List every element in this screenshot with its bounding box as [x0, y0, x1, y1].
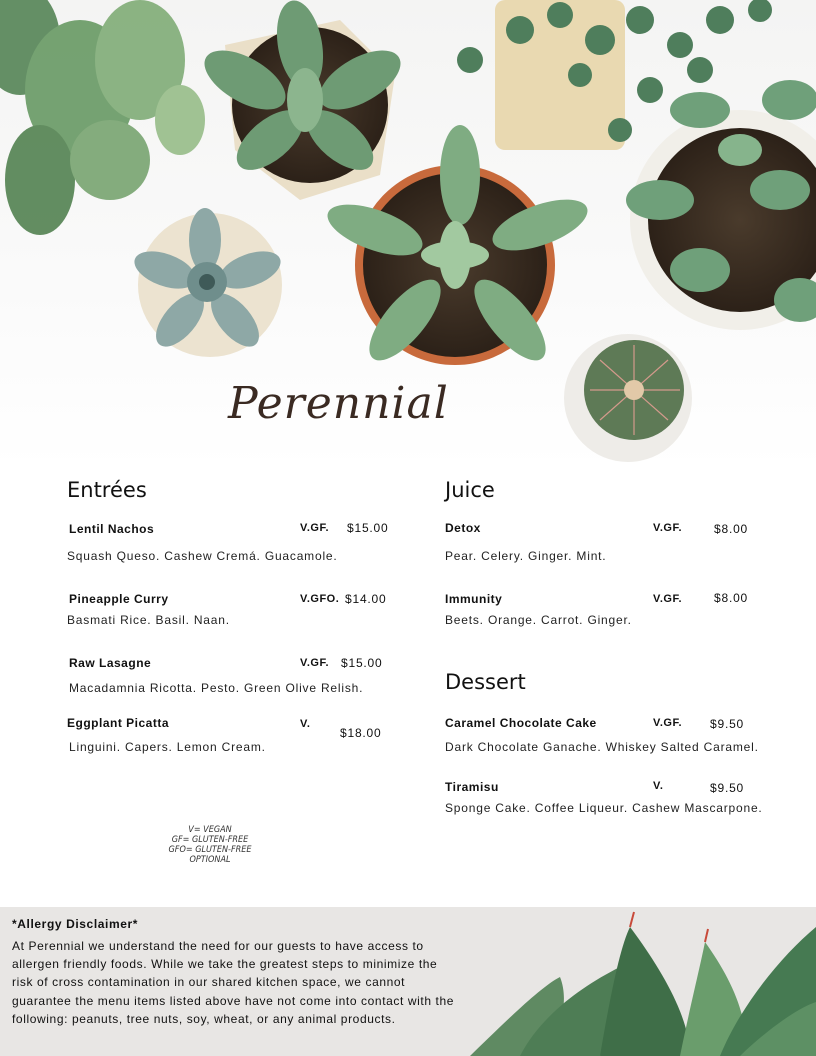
item-description: Dark Chocolate Ganache. Whiskey Salted Caramel. — [445, 740, 759, 754]
item-price: $18.00 — [340, 726, 382, 740]
item-name: Raw Lasagne — [69, 656, 152, 670]
legend-gluten-free-optional: GFO= GLUTEN-FREE OPTIONAL — [168, 845, 252, 865]
item-description: Sponge Cake. Coffee Liqueur. Cashew Mascarpone. — [445, 801, 763, 815]
item-dietary-tags: V.GF. — [653, 717, 682, 729]
item-dietary-tags: V.GF. — [300, 657, 329, 669]
item-dietary-tags: V.GF. — [300, 522, 329, 534]
item-description: Linguini. Capers. Lemon Cream. — [69, 740, 266, 754]
item-name: Detox — [445, 521, 481, 535]
item-description: Basmati Rice. Basil. Naan. — [67, 613, 230, 627]
item-price: $9.50 — [710, 717, 745, 731]
item-name: Immunity — [445, 592, 503, 606]
brand-logo-text: Perennial — [228, 378, 449, 429]
section-title-juice: Juice — [445, 478, 495, 502]
legend-gluten-free: GF= GLUTEN-FREE — [171, 835, 249, 845]
item-name: Tiramisu — [445, 780, 499, 794]
item-dietary-tags: V.GFO. — [300, 593, 340, 605]
item-price: $15.00 — [347, 521, 389, 535]
dietary-legend — [140, 825, 280, 865]
item-description: Pear. Celery. Ginger. Mint. — [445, 549, 607, 563]
item-name: Eggplant Picatta — [67, 716, 170, 730]
item-dietary-tags: V. — [653, 780, 664, 792]
allergy-disclaimer-panel — [0, 907, 816, 1056]
disclaimer-title: *Allergy Disclaimer* — [12, 917, 139, 931]
item-description: Macadamnia Ricotta. Pesto. Green Olive Relish. — [69, 681, 364, 695]
item-price: $15.00 — [341, 656, 383, 670]
item-price: $14.00 — [345, 592, 387, 606]
item-name: Lentil Nachos — [69, 522, 155, 536]
item-name: Pineapple Curry — [69, 592, 169, 606]
item-price: $8.00 — [714, 522, 749, 536]
disclaimer-body: At Perennial we understand the need for our guests to have access to allergen friendly foods. While we take the greatest steps to minimize the risk of cross contamination in our shared kitchen space, we cannot guarantee the menu items listed above have not come into contact with the following: peanuts, tree nuts, soy, wheat, or any animal products. — [12, 939, 455, 1026]
item-name: Caramel Chocolate Cake — [445, 716, 597, 730]
item-price: $9.50 — [710, 781, 745, 795]
item-dietary-tags: V. — [300, 718, 311, 730]
item-description: Beets. Orange. Carrot. Ginger. — [445, 613, 632, 627]
section-title-dessert: Dessert — [445, 670, 526, 694]
legend-vegan: V= VEGAN — [188, 825, 232, 835]
item-description: Squash Queso. Cashew Cremá. Guacamole. — [67, 549, 338, 563]
item-dietary-tags: V.GF. — [653, 522, 682, 534]
item-price: $8.00 — [714, 591, 749, 605]
section-title-entrees: Entrées — [67, 478, 147, 502]
item-dietary-tags: V.GF. — [653, 593, 682, 605]
